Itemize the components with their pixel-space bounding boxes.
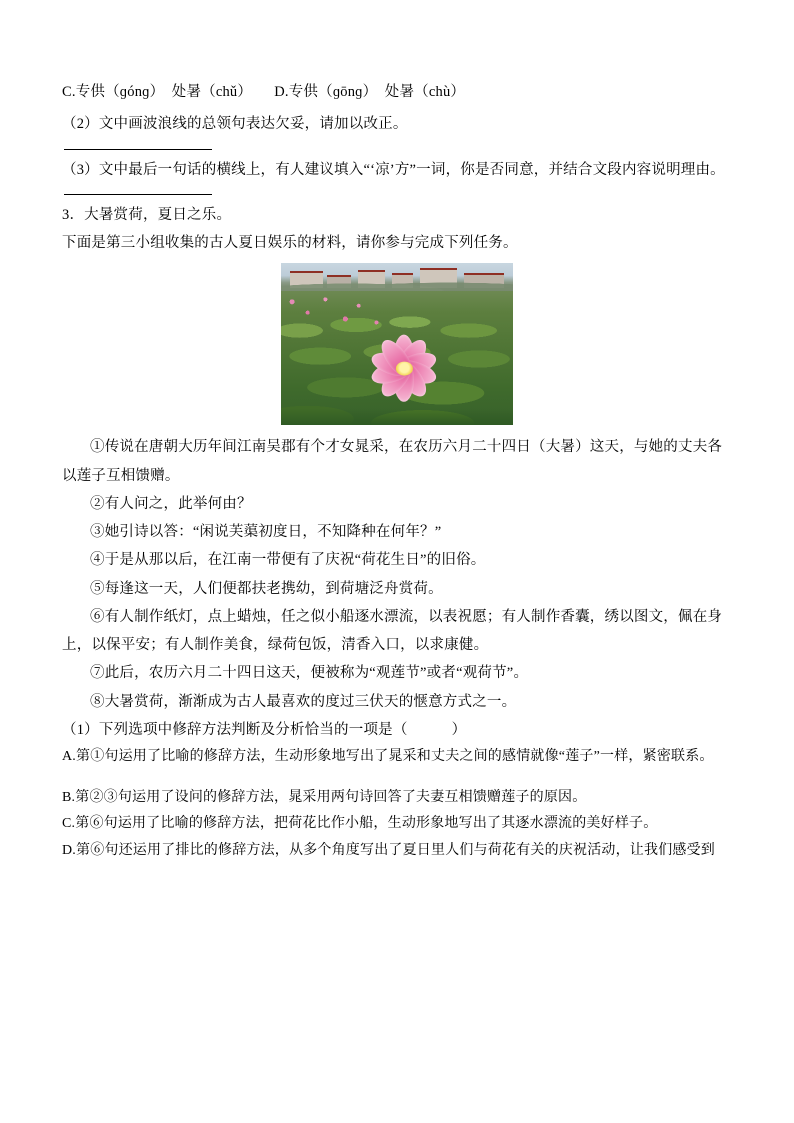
photo-lotus-flower [361,330,447,406]
answer-option-line-cd: C.专供（ɡónɡ） 处暑（chǔ） D.专供（ɡōnɡ） 处暑（chù） [62,84,466,100]
passage-sentence-2: ②有人问之，此举何由？ [90,495,252,512]
passage-sentence-7: ⑦此后，农历六月二十四日这天，便被称为“观莲节”或者“观荷节”。 [90,665,529,682]
passage-sentence-1: ①传说在唐朝大历年间江南吴郡有个才女晁采，在农历六月二十四日（大暑）这天，与她的丈夫各以莲子互相馈赠。 [62,439,723,484]
passage-sentence-8: ⑧大暑赏荷，渐渐成为古人最喜欢的度过三伏天的惬意方式之一。 [90,693,517,710]
section-3-lead: 下面是第三小组收集的古人夏日娱乐的材料，请你参与完成下列任务。 [62,235,518,252]
passage-sentence-3: ③她引诗以答：“闲说芙蕖初度日，不知降种在何年？” [90,524,442,541]
lotus-pond-photo [281,263,513,425]
lotus-center [396,361,413,375]
choice-a: A.第①句运用了比喻的修辞方法，生动形象地写出了晁采和丈夫之间的感情就像“莲子”一样，紧密联系。 [62,749,714,765]
question-2-prompt: （2）文中画波浪线的总领句表达欠妥，请加以改正。 [62,116,408,133]
passage-sentence-5: ⑤每逢这一天，人们便都扶老携幼，到荷塘泛舟赏荷。 [90,580,443,597]
question-1-prompt: （1）下列选项中修辞方法判断及分析恰当的一项是（ ） [62,721,467,738]
photo-water [281,409,513,425]
passage-sentence-4: ④于是从那以后，在江南一带便有了庆祝“荷花生日”的旧俗。 [90,552,486,569]
passage-sentence-6: ⑥有人制作纸灯，点上蜡烛，任之似小船逐水漂流，以表祝愿；有人制作香囊，绣以图文，佩在身上，以保平安；有人制作美食，绿荷包饭，清香入口，以求康健。 [62,608,723,654]
question-3-prompt: （3）文中最后一句话的横线上，有人建议填入“‘凉’方”一词，你是否同意，并结合文段内容说明理由。 [62,161,725,178]
answer-blank-rule-1 [64,149,212,150]
answer-blank-rule-2 [64,194,212,195]
section-3-title: 3．大暑赏荷，夏日之乐。 [62,206,232,223]
figure-container [62,263,732,425]
choice-b: B.第②③句运用了设问的修辞方法，晁采用两句诗回答了夫妻互相馈赠莲子的原因。 [62,789,587,805]
choice-spacer [62,771,732,785]
choice-c: C.第⑥句运用了比喻的修辞方法，把荷花比作小船，生动形象地写出了其逐水漂流的美好样子。 [62,816,658,832]
choice-d: D.第⑥句还运用了排比的修辞方法，从多个角度写出了夏日里人们与荷花有关的庆祝活动，让我们感受到 [62,843,716,859]
